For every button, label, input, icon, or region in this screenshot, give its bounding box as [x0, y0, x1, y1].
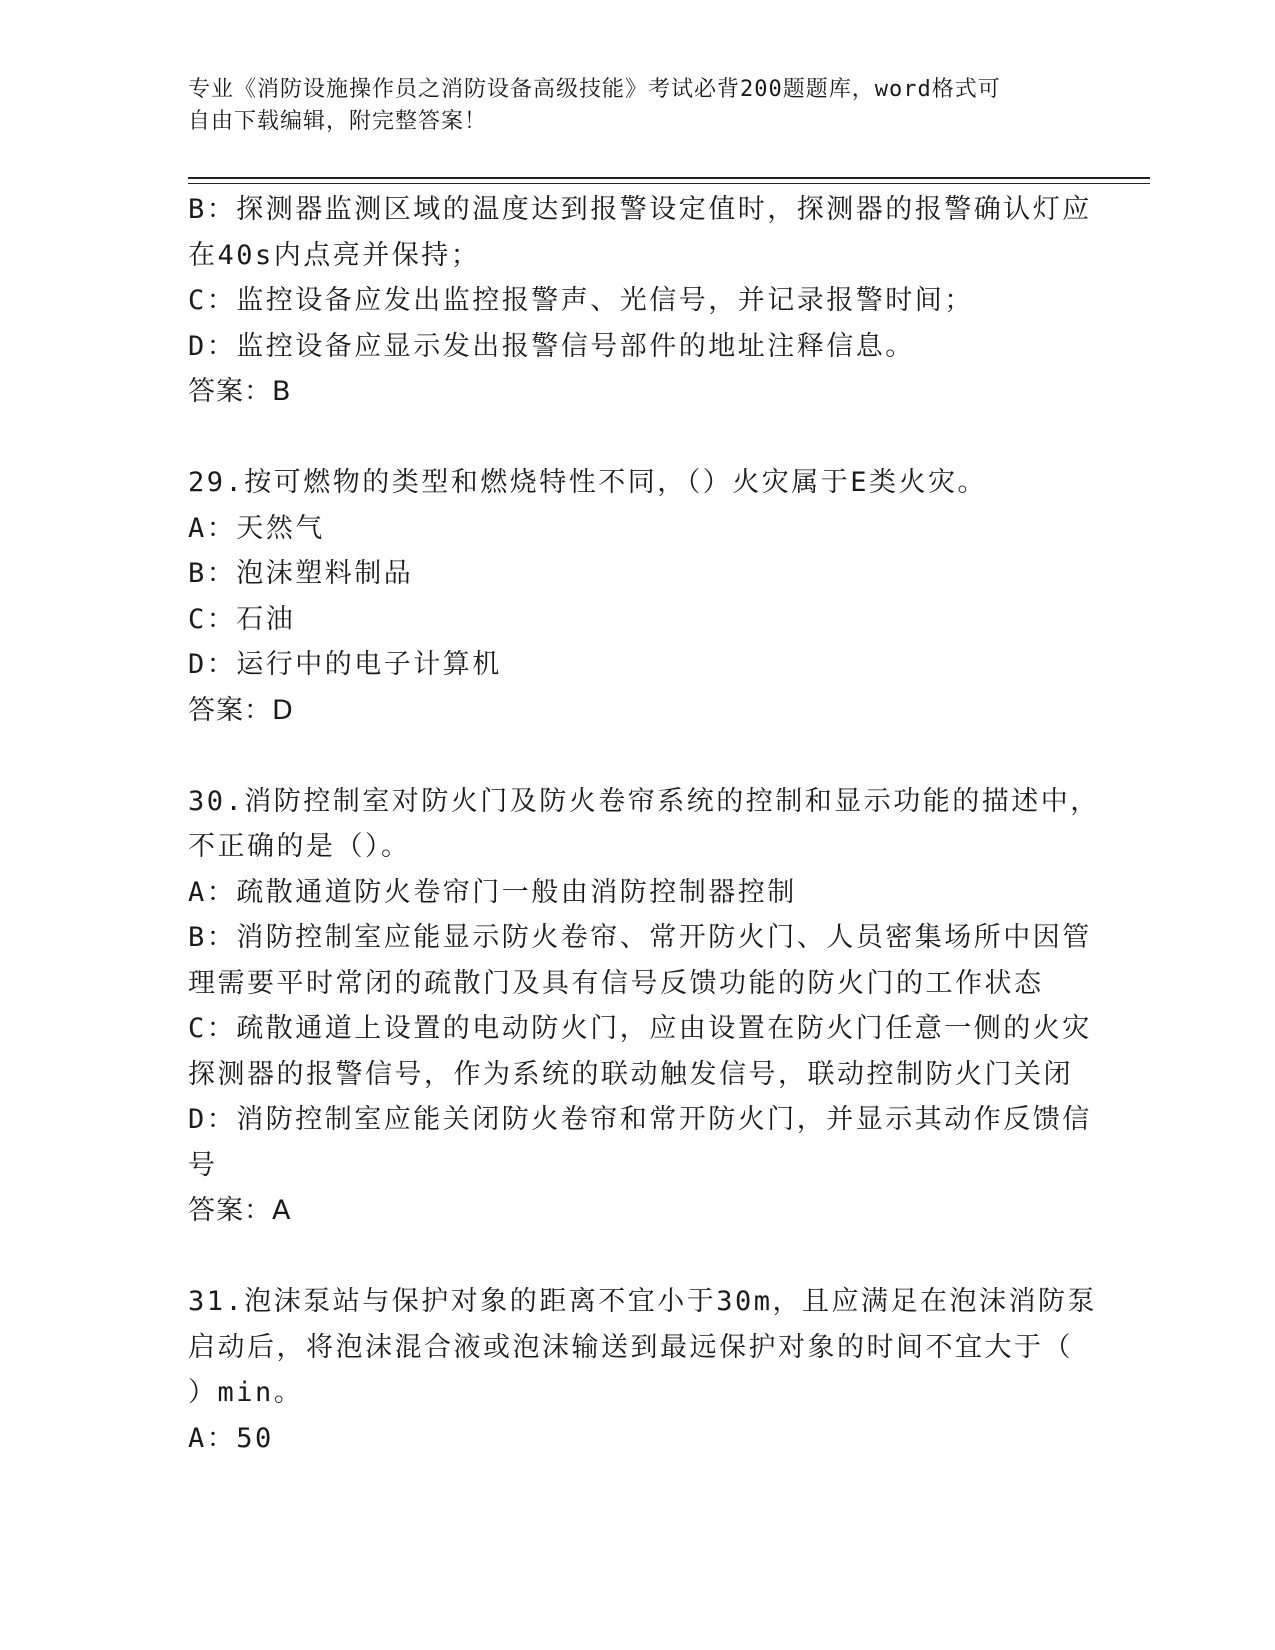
option-d-line-2: 号: [188, 1149, 218, 1181]
question-29: [188, 460, 1078, 733]
answer: 答案：B: [188, 376, 292, 407]
question-30: [188, 779, 1100, 1234]
spacer: [188, 733, 1078, 779]
header-divider-thin: [188, 183, 1150, 184]
option-b-line-2: 在40s内点亮并保持；: [188, 239, 481, 271]
option-d-line-1: D：消防控制室应能关闭防火卷帘和常开防火门，并显示其动作反馈信: [188, 1104, 1092, 1135]
option-a: A：疏散通道防火卷帘门一般由消防控制器控制: [188, 876, 797, 908]
header-title-line-1: 专业《消防设施操作员之消防设备高级技能》考试必背200题题库，word格式可: [188, 77, 1001, 102]
option-b-line-1: B：消防控制室应能显示防火卷帘、常开防火门、人员密集场所中因管: [188, 922, 1092, 953]
answer: 答案：A: [188, 1195, 292, 1226]
question-stem-line-1: 30.消防控制室对防火门及防火卷帘系统的控制和显示功能的描述中，: [188, 785, 1100, 817]
option-d: D：运行中的电子计算机: [188, 649, 502, 680]
answer: 答案：D: [188, 694, 294, 726]
header-title-line-2: 自由下载编辑，附完整答案！: [188, 109, 488, 134]
header-divider-thick: [188, 177, 1150, 179]
question-stem-line-1: 31.泡沫泵站与保护对象的距离不宜小于30m，且应满足在泡沫消防泵: [188, 1286, 1098, 1317]
option-b: B：泡沫塑料制品: [188, 558, 414, 589]
question-28-continued: [188, 187, 1092, 415]
option-c-line-1: C：疏散通道上设置的电动防火门，应由设置在防火门任意一侧的火灾: [188, 1013, 1092, 1044]
spacer: [188, 1234, 1078, 1280]
document-header: [188, 74, 1068, 138]
option-b-line-2: 理需要平时常闭的疏散门及具有信号反馈功能的防火门的工作状态: [188, 967, 1044, 999]
spacer: [188, 415, 1078, 461]
question-stem: 29.按可燃物的类型和燃烧特性不同，（）火灾属于E类火灾。: [188, 467, 988, 498]
question-list: [188, 187, 1100, 1461]
option-a: A：天然气: [188, 512, 325, 544]
question-stem-line-3: ）min。: [188, 1377, 304, 1408]
option-a: A：50: [188, 1422, 274, 1454]
option-c-line-2: 探测器的报警信号，作为系统的联动触发信号，联动控制防火门关闭: [188, 1058, 1073, 1090]
question-stem-line-2: 不正确的是（）。: [188, 831, 411, 862]
option-c: C：石油: [188, 603, 296, 635]
question-stem-line-2: 启动后，将泡沫混合液或泡沫输送到最远保护对象的时间不宜大于（: [188, 1331, 1073, 1363]
option-c: C：监控设备应发出监控报警声、光信号，并记录报警时间；: [188, 285, 974, 316]
option-d: D：监控设备应显示发出报警信号部件的地址注释信息。: [188, 330, 915, 362]
option-b-line-1: B：探测器监测区域的温度达到报警设定值时，探测器的报警确认灯应: [188, 194, 1092, 225]
question-31: [188, 1279, 1098, 1461]
